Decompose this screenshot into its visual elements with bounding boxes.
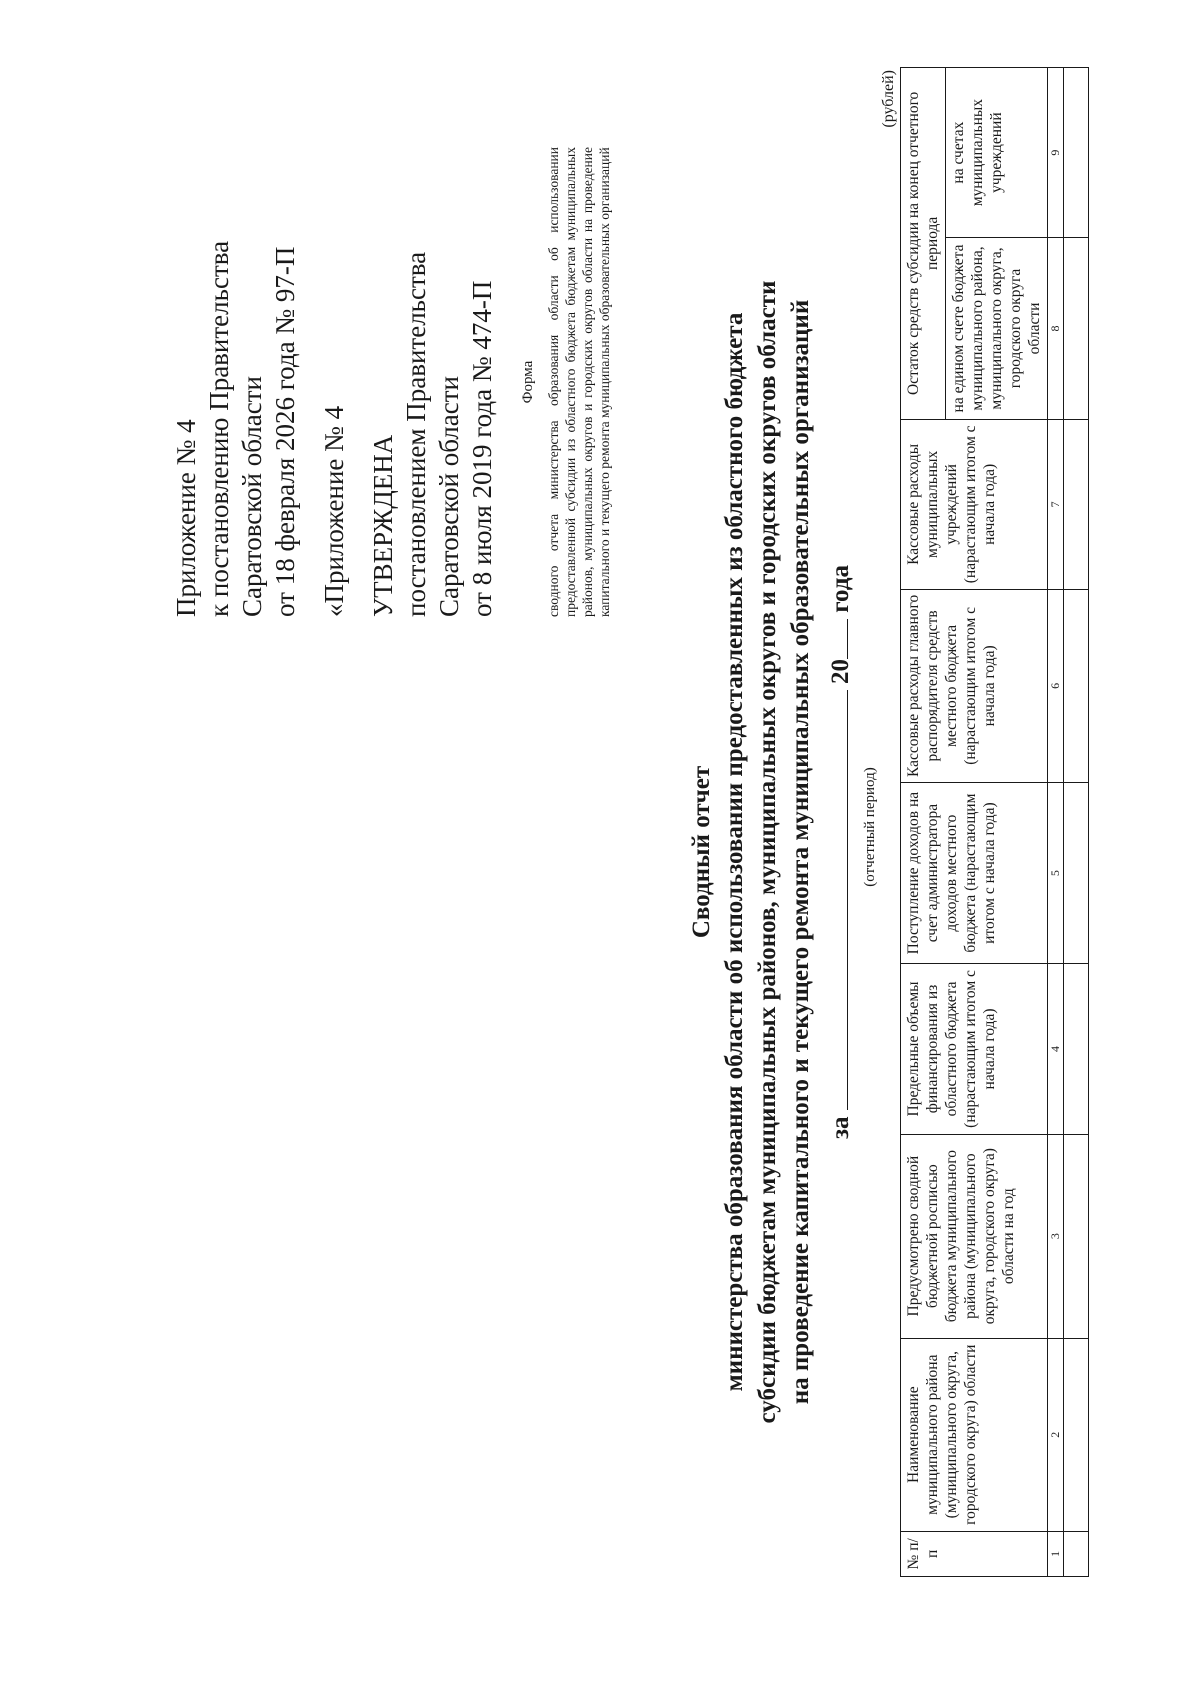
header-cell: Кассовые расходы муниципальных учреждений (нарастающим итогом с начала года)	[901, 419, 1048, 589]
header-row-1	[901, 68, 946, 1577]
approval-line: к постановлению Правительства	[204, 240, 234, 617]
year-blank	[825, 619, 848, 659]
approval-line: от 8 июля 2019 года № 474-П	[467, 280, 497, 617]
period-caption: (отчетный период)	[862, 767, 878, 887]
column-number: 5	[1048, 782, 1064, 964]
table-cell	[1064, 1531, 1089, 1576]
table-cell	[1064, 238, 1089, 420]
header-cell: Предусмотрено сводной бюджетной росписью бюджета муниципального района (муниципального округа, городского округа) области на год	[901, 1134, 1048, 1338]
form-description: сводного отчета министерства образования области об использовании предоставленной субсидии из областного бюджета бюджетам муниципальных районов, муниципальных округов и городских округов области на проведение капитального и текущего ремонта муниципальных образовательных организаций	[546, 147, 612, 617]
table-row	[1064, 68, 1089, 1577]
column-number: 7	[1048, 419, 1064, 589]
unit-label: (рублей)	[880, 70, 897, 128]
report-table	[900, 67, 1089, 1577]
header-cell: Наименование муниципального района (муниципального округа, городского округа) области	[901, 1338, 1048, 1531]
approval-line: постановлением Правительства	[401, 251, 431, 617]
header-cell: Кассовые расходы главного распорядителя средств местного бюджета (нарастающим итогом с начала года)	[901, 589, 1048, 782]
report-title	[685, 187, 817, 1517]
approval-line: Саратовской области	[434, 376, 464, 617]
title-line: на проведение капитального и текущего ремонта муниципальных образовательных организаций	[787, 299, 814, 1405]
approval-group-3	[367, 157, 499, 617]
column-number: 3	[1048, 1134, 1064, 1338]
approval-block	[170, 157, 499, 617]
column-number: 6	[1048, 589, 1064, 782]
approval-group-1	[170, 157, 302, 617]
column-number: 8	[1048, 238, 1064, 420]
period-blank	[825, 690, 848, 1110]
header-cell: Предельные объемы финансирования из областного бюджета (нарастающим итогом с начала года)	[901, 964, 1048, 1134]
period-mid: 20	[827, 658, 854, 684]
table-cell	[1064, 68, 1089, 238]
title-line: Сводный отчет	[688, 765, 715, 939]
header-cell: на едином счете бюджета муниципального района, муниципального округа, городского округа области	[946, 238, 1048, 420]
approval-line: УТВЕРЖДЕНА	[368, 434, 398, 617]
period-line	[825, 187, 855, 1517]
header-cell: на счетах муниципальных учреждений	[946, 68, 1048, 238]
period-suffix: года	[827, 565, 854, 613]
header-cell: Поступление доходов на счет администратора доходов местного бюджета (нарастающим итогом с начала года)	[901, 782, 1048, 964]
table-cell	[1064, 1338, 1089, 1531]
title-line: субсидии бюджетам муниципальных районов, муниципальных округов и городских округов области	[754, 280, 781, 1424]
title-line: министерства образования области об использовании предоставленных из областного бюджета	[721, 312, 748, 1392]
approval-group-2	[318, 157, 351, 617]
form-label: Форма	[520, 360, 536, 404]
header-cell: № п/п	[901, 1531, 1048, 1576]
approval-line: Приложение № 4	[171, 419, 201, 617]
period-prefix: за	[827, 1116, 854, 1139]
approval-line: от 18 февраля 2026 года № 97-П	[270, 246, 300, 617]
header-group-cell: Остаток средств субсидии на конец отчетного периода	[901, 68, 946, 420]
table-cell	[1064, 419, 1089, 589]
approval-line: «Приложение № 4	[319, 405, 349, 617]
table-cell	[1064, 782, 1089, 964]
column-number: 1	[1048, 1531, 1064, 1576]
column-number: 9	[1048, 68, 1064, 238]
table-cell	[1064, 589, 1089, 782]
column-number: 4	[1048, 964, 1064, 1134]
approval-line: Саратовской области	[237, 376, 267, 617]
table-cell	[1064, 964, 1089, 1134]
table-cell	[1064, 1134, 1089, 1338]
column-number-row	[1048, 68, 1064, 1577]
column-number: 2	[1048, 1338, 1064, 1531]
